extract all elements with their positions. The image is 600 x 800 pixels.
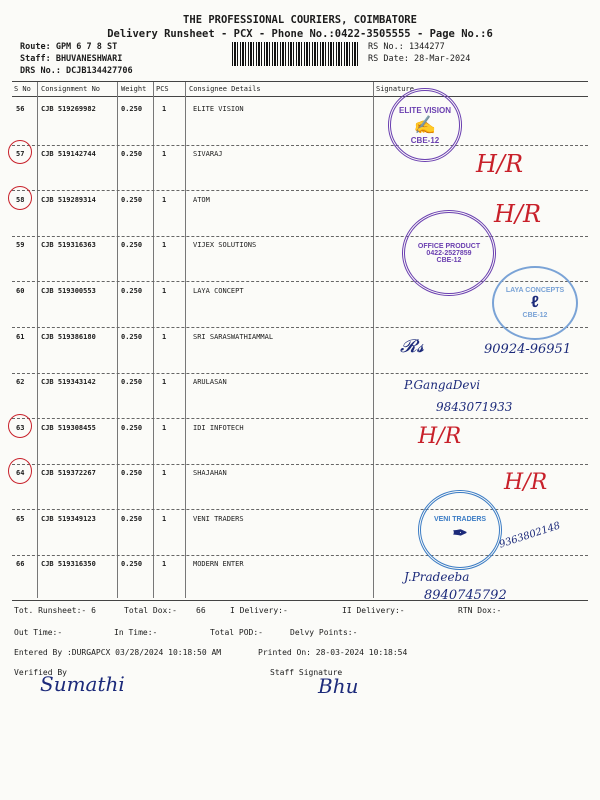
row-pcs: 1 (162, 378, 167, 386)
hr-mark: H/R (476, 150, 524, 178)
col-divider (153, 82, 154, 598)
row-consignee: VENI TRADERS (193, 515, 244, 523)
row-pcs: 1 (162, 333, 167, 341)
row-consignment: CJB 519386180 (41, 333, 96, 341)
col-divider (117, 82, 118, 598)
col-header-consignee: Consignee Details (189, 85, 261, 93)
col-divider (373, 82, 374, 598)
row-divider (12, 190, 588, 191)
row-pcs: 1 (162, 105, 167, 113)
row-divider (12, 236, 588, 237)
row-pcs: 1 (162, 469, 167, 477)
row-sno: 64 (16, 469, 25, 477)
phone-note-62: 9843071933 (436, 400, 513, 414)
row-divider (12, 145, 588, 146)
row-consignee: ELITE VISION (193, 105, 244, 113)
phone-note-61: 90924-96951 (484, 342, 572, 357)
printed-on: Printed On: 28-03-2024 10:18:54 (258, 648, 408, 657)
row-pcs: 1 (162, 241, 167, 249)
row-weight: 0.250 (121, 150, 143, 158)
laya-concepts-stamp: LAYA CONCEPTS ℓ CBE-12 (492, 266, 578, 340)
row-weight: 0.250 (121, 378, 143, 386)
rs-date: RS Date: 28-Mar-2024 (368, 54, 471, 64)
staff-label: Staff: BHUVANESHWARI (20, 54, 123, 64)
row-consignment: CJB 519289314 (41, 196, 96, 204)
row-consignment: CJB 519372267 (41, 469, 96, 477)
tot-runsheet: Tot. Runsheet:- 6 (14, 606, 96, 615)
row-consignee: VIJEX SOLUTIONS (193, 241, 257, 249)
row-consignment: CJB 519308455 (41, 424, 96, 432)
row-sno: 63 (16, 424, 25, 432)
row-pcs: 1 (162, 196, 167, 204)
row-divider (12, 464, 588, 465)
phone-note-66: 8940745792 (424, 588, 507, 603)
row-sno: 65 (16, 515, 25, 523)
route-label: Route: GPM 6 7 8 ST (20, 42, 118, 52)
row-consignee: SIVARAJ (193, 150, 223, 158)
row-weight: 0.250 (121, 241, 143, 249)
phone-note-65: 9363802148 (497, 520, 562, 551)
hr-mark: H/R (494, 200, 542, 228)
red-circle-mark (8, 458, 32, 484)
red-circle-mark (8, 414, 32, 438)
col-header-sno: S No (14, 85, 31, 93)
out-time: Out Time:- (14, 628, 63, 637)
row-divider (12, 509, 588, 510)
row-sno: 61 (16, 333, 25, 341)
row-divider (12, 373, 588, 374)
row-sno: 57 (16, 150, 25, 158)
row-consignee: SHAJAHAN (193, 469, 227, 477)
row-pcs: 1 (162, 150, 167, 158)
company-title: THE PROFESSIONAL COURIERS, COIMBATORE (183, 14, 417, 26)
delvy-points: Delvy Points:- (290, 628, 358, 637)
row-pcs: 1 (162, 560, 167, 568)
verified-by-label: Verified By (14, 668, 67, 677)
row-consignment: CJB 519300553 (41, 287, 96, 295)
barcode (232, 42, 360, 66)
signature-61: 𝓡𝓼 (400, 336, 425, 357)
col-header-consignment: Consignment No (41, 85, 101, 93)
verifier-signature: Sumathi (40, 672, 125, 696)
row-weight: 0.250 (121, 196, 143, 204)
staff-signature: Bhu (318, 674, 359, 698)
row-weight: 0.250 (121, 424, 143, 432)
i-delivery: I Delivery:- (230, 606, 288, 615)
hr-mark: H/R (504, 470, 548, 495)
veni-traders-stamp: VENI TRADERS ✒ (418, 490, 502, 570)
row-pcs: 1 (162, 515, 167, 523)
row-divider (12, 418, 588, 419)
row-consignee: ARULASAN (193, 378, 227, 386)
red-circle-mark (8, 140, 32, 164)
name-note-66: J.Pradeeba (404, 570, 470, 584)
row-weight: 0.250 (121, 287, 143, 295)
row-divider (12, 555, 588, 556)
row-consignment: CJB 519269982 (41, 105, 96, 113)
row-sno: 60 (16, 287, 25, 295)
row-consignment: CJB 519142744 (41, 150, 96, 158)
row-pcs: 1 (162, 424, 167, 432)
name-note-62: P.GangaDevi (404, 378, 481, 392)
col-header-signature: Signature (376, 85, 414, 93)
drs-label: DRS No.: DCJB134427706 (20, 66, 133, 76)
total-dox-value: 66 (196, 606, 206, 615)
total-pod: Total POD:- (210, 628, 263, 637)
row-pcs: 1 (162, 287, 167, 295)
row-sno: 66 (16, 560, 25, 568)
col-divider (185, 82, 186, 598)
col-divider (37, 82, 38, 598)
row-weight: 0.250 (121, 469, 143, 477)
row-sno: 58 (16, 196, 25, 204)
runsheet-subtitle: Delivery Runsheet - PCX - Phone No.:0422-3505555 - Page No.:6 (107, 28, 493, 40)
row-weight: 0.250 (121, 515, 143, 523)
entered-by: Entered By :DURGAPCX 03/28/2024 10:18:50 AM (14, 648, 222, 657)
ii-delivery: II Delivery:- (342, 606, 405, 615)
row-weight: 0.250 (121, 105, 143, 113)
col-header-pcs: PCS (156, 85, 169, 93)
total-dox-label: Total Dox:- (124, 606, 177, 615)
staff-signature-label: Staff Signature (270, 668, 343, 677)
row-consignee: LAYA CONCEPT (193, 287, 244, 295)
office-product-stamp: OFFICE PRODUCT 0422-2527859 CBE-12 (402, 210, 496, 296)
red-circle-mark (8, 186, 32, 210)
hr-mark: H/R (418, 424, 462, 449)
row-weight: 0.250 (121, 333, 143, 341)
row-consignment: CJB 519349123 (41, 515, 96, 523)
elite-vision-stamp: ELITE VISION ✍ CBE-12 (388, 88, 462, 162)
row-weight: 0.250 (121, 560, 143, 568)
row-sno: 59 (16, 241, 25, 249)
row-sno: 56 (16, 105, 25, 113)
row-consignee: SRI SARASWATHIAMMAL (193, 333, 274, 341)
in-time: In Time:- (114, 628, 158, 637)
rs-number: RS No.: 1344277 (368, 42, 445, 52)
row-sno: 62 (16, 378, 25, 386)
row-consignee: IDI INFOTECH (193, 424, 244, 432)
row-consignment: CJB 519343142 (41, 378, 96, 386)
table-header-rule (12, 96, 588, 97)
row-consignee: ATOM (193, 196, 210, 204)
row-consignee: MODERN ENTER (193, 560, 244, 568)
row-consignment: CJB 519316350 (41, 560, 96, 568)
col-header-weight: Weight (121, 85, 147, 93)
table-top-rule (12, 81, 588, 82)
rtn-dox: RTN Dox:- (458, 606, 502, 615)
row-consignment: CJB 519316363 (41, 241, 96, 249)
